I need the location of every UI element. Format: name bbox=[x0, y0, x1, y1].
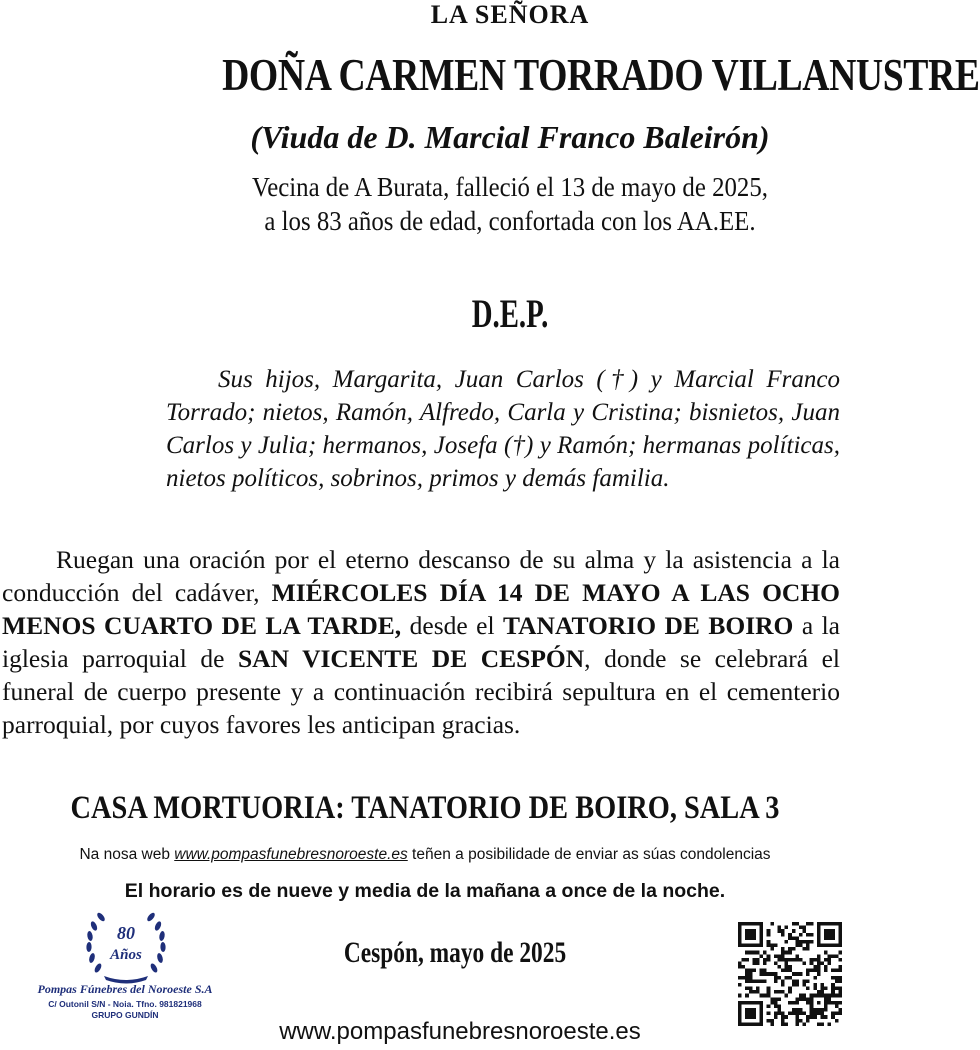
prayer-bold-church: SAN VICENTE DE CESPÓN bbox=[238, 644, 585, 673]
intro-line-2: a los 83 años de edad, confortada con los AA.EE. bbox=[264, 206, 756, 236]
family-paragraph: Sus hijos, Margarita, Juan Carlos (†) y Marcial Franco Torrado; nietos, Ramón, Alfredo, Carla y Cristina; bisnietos, Juan Carlos y Julia; hermanos, Josefa (†) y Ramón; hermanas políticas, nietos políticos, sobrinos, primos y demás familia. bbox=[166, 366, 840, 492]
casa-mortuoria: CASA MORTUORIA: TANATORIO DE BOIRO, SALA 3 bbox=[70, 790, 780, 826]
web-notice-suffix: teñen a posibilidade de enviar as súas condolencias bbox=[407, 846, 771, 863]
company-logo bbox=[10, 906, 240, 1020]
title-label: LA SEÑORA bbox=[430, 0, 590, 29]
prayer-text-1: Ruegan una oración por el eterno descanso de su alma y la asistencia a la conducción del cadáver, bbox=[2, 545, 840, 607]
prayer-bold-tanatorio: TANATORIO DE BOIRO bbox=[503, 611, 794, 640]
prayer-text-2: desde el bbox=[401, 611, 503, 640]
seal-number: 80 bbox=[117, 923, 135, 943]
company-name: Pompas Fúnebres del Noroeste S.A bbox=[37, 982, 213, 996]
prayer-text-4: , donde se celebrará el funeral de cuerpo presente y a continuación recibirá sepultura en el cementerio parroquial, por cuyos favores les anticipan gracias. bbox=[2, 644, 841, 739]
company-group: GRUPO GUNDÍN bbox=[91, 1010, 159, 1020]
laurel-seal-icon bbox=[80, 906, 172, 984]
place-date: Cespón, mayo de 2025 bbox=[343, 936, 567, 969]
dep-label: D.E.P. bbox=[471, 291, 549, 336]
intro-line-1: Vecina de A Burata, falleció el 13 de mayo de 2025, bbox=[252, 172, 768, 202]
qr-code-icon[interactable] bbox=[738, 922, 842, 1026]
footer-url[interactable]: www.pompasfunebresnoroeste.es bbox=[279, 1018, 641, 1045]
web-notice-prefix: Na nosa web bbox=[79, 846, 175, 863]
company-address: C/ Outonil S/N - Noia. Tfno. 981821968 bbox=[48, 999, 202, 1009]
web-notice bbox=[0, 846, 850, 864]
condolences-link[interactable]: www.pompasfunebresnoroeste.es bbox=[174, 846, 408, 863]
widow-of-line: (Viuda de D. Marcial Franco Baleirón) bbox=[250, 119, 770, 155]
seal-word: Años bbox=[110, 947, 142, 963]
visiting-hours: El horario es de nueve y media de la mañana a once de la noche. bbox=[124, 880, 726, 902]
intro-text bbox=[197, 170, 823, 238]
prayer-text-3: a la iglesia parroquial de bbox=[2, 611, 840, 673]
prayer-bold-date: MIÉRCOLES DÍA 14 DE MAYO A LAS OCHO MENOS CUARTO DE LA TARDE, bbox=[2, 578, 841, 640]
deceased-name: DOÑA CARMEN TORRADO VILLANUSTRE bbox=[222, 49, 980, 100]
prayer-paragraph bbox=[2, 543, 840, 741]
